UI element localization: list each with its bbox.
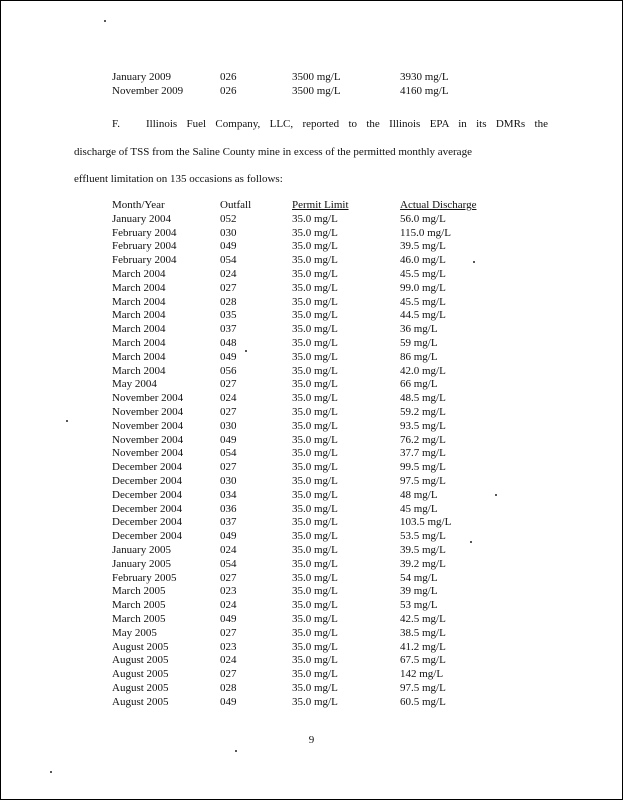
actual-cell: 97.5 mg/L [400, 681, 446, 694]
outfall-cell: 023 [220, 640, 237, 653]
limit-cell: 35.0 mg/L [292, 571, 338, 584]
limit-cell: 35.0 mg/L [292, 447, 338, 460]
actual-cell: 59.2 mg/L [400, 405, 446, 418]
scan-speck [245, 350, 247, 352]
month-cell: December 2004 [112, 488, 182, 501]
actual-cell: 48 mg/L [400, 488, 438, 501]
actual-cell: 3930 mg/L [400, 71, 449, 83]
outfall-cell: 049 [220, 350, 237, 363]
month-cell: November 2004 [112, 405, 184, 418]
paragraph-label: F. [112, 118, 120, 130]
limit-cell: 35.0 mg/L [292, 474, 338, 487]
outfall-cell: 030 [220, 474, 237, 487]
limit-cell: 35.0 mg/L [292, 226, 338, 239]
month-cell: March 2004 [112, 309, 166, 322]
actual-cell: 48.5 mg/L [400, 392, 446, 405]
actual-cell: 37.7 mg/L [400, 447, 446, 460]
month-cell: March 2004 [112, 295, 166, 308]
outfall-cell: 030 [220, 226, 237, 239]
limit-cell: 35.0 mg/L [292, 488, 338, 501]
outfall-cell: 054 [220, 254, 237, 267]
limit-cell: 35.0 mg/L [292, 433, 338, 446]
actual-cell: 39.2 mg/L [400, 557, 446, 570]
outfall-cell: 023 [220, 585, 237, 598]
outfall-cell: 035 [220, 309, 237, 322]
month-cell: February 2004 [112, 254, 177, 267]
actual-cell: 56.0 mg/L [400, 212, 446, 225]
limit-cell: 35.0 mg/L [292, 281, 338, 294]
actual-cell: 142 mg/L [400, 668, 444, 681]
limit-cell: 35.0 mg/L [292, 668, 338, 681]
limit-cell: 35.0 mg/L [292, 267, 338, 280]
outfall-cell: 036 [220, 502, 237, 515]
outfall-cell: 056 [220, 364, 237, 377]
outfall-cell: 026 [220, 71, 237, 83]
month-cell: March 2004 [112, 350, 166, 363]
actual-cell: 41.2 mg/L [400, 640, 446, 653]
actual-cell: 103.5 mg/L [400, 516, 452, 529]
outfall-cell: 027 [220, 405, 237, 418]
month-cell: November 2004 [112, 392, 184, 405]
actual-cell: 99.0 mg/L [400, 281, 446, 294]
actual-cell: 4160 mg/L [400, 84, 449, 97]
outfall-cell: 027 [220, 571, 237, 584]
outfall-cell: 049 [220, 695, 237, 708]
actual-cell: 46.0 mg/L [400, 254, 446, 267]
month-cell: November 2004 [112, 447, 184, 460]
limit-cell: 35.0 mg/L [292, 240, 338, 253]
limit-cell: 35.0 mg/L [292, 378, 338, 391]
month-cell: March 2005 [112, 612, 166, 625]
outfall-cell: 027 [220, 281, 237, 294]
month-cell: March 2004 [112, 323, 166, 336]
outfall-cell: 024 [220, 654, 237, 667]
limit-cell: 3500 mg/L [292, 84, 341, 97]
actual-cell: 54 mg/L [400, 571, 438, 584]
scan-speck [495, 494, 497, 496]
month-cell: February 2004 [112, 226, 177, 239]
page-number: 9 [308, 734, 315, 746]
limit-cell: 35.0 mg/L [292, 212, 338, 225]
limit-cell: 35.0 mg/L [292, 405, 338, 418]
month-cell: February 2004 [112, 240, 177, 253]
header-limit: Permit Limit [292, 199, 349, 211]
outfall-cell: 037 [220, 516, 237, 529]
limit-cell: 35.0 mg/L [292, 336, 338, 349]
limit-cell: 35.0 mg/L [292, 681, 338, 694]
month-cell: January 2005 [112, 557, 171, 570]
month-cell: August 2005 [112, 640, 169, 653]
limit-cell: 35.0 mg/L [292, 323, 338, 336]
actual-cell: 53 mg/L [400, 599, 438, 612]
actual-cell: 59 mg/L [400, 336, 438, 349]
outfall-cell: 027 [220, 668, 237, 681]
outfall-cell: 024 [220, 267, 237, 280]
month-cell: March 2005 [112, 599, 166, 612]
limit-cell: 35.0 mg/L [292, 654, 338, 667]
actual-cell: 115.0 mg/L [400, 226, 451, 239]
scan-speck [66, 420, 68, 422]
paragraph-line-3: effluent limitation on 135 occasions as follows: [74, 173, 283, 185]
month-cell: December 2004 [112, 461, 182, 474]
limit-cell: 35.0 mg/L [292, 350, 338, 363]
limit-cell: 35.0 mg/L [292, 392, 338, 405]
month-cell: January 2009 [112, 71, 171, 83]
limit-cell: 35.0 mg/L [292, 364, 338, 377]
month-cell: March 2004 [112, 364, 166, 377]
actual-cell: 99.5 mg/L [400, 461, 446, 474]
outfall-cell: 024 [220, 599, 237, 612]
month-cell: November 2009 [112, 84, 184, 97]
header-actual: Actual Discharge [400, 199, 477, 211]
actual-cell: 93.5 mg/L [400, 419, 446, 432]
outfall-cell: 049 [220, 530, 237, 543]
actual-cell: 53.5 mg/L [400, 530, 446, 543]
limit-cell: 35.0 mg/L [292, 585, 338, 598]
limit-cell: 35.0 mg/L [292, 254, 338, 267]
actual-cell: 67.5 mg/L [400, 654, 446, 667]
month-cell: August 2005 [112, 695, 169, 708]
limit-cell: 35.0 mg/L [292, 530, 338, 543]
limit-cell: 35.0 mg/L [292, 626, 338, 639]
header-outfall: Outfall [220, 199, 252, 211]
actual-cell: 39 mg/L [400, 585, 438, 598]
limit-cell: 35.0 mg/L [292, 543, 338, 556]
limit-cell: 35.0 mg/L [292, 309, 338, 322]
header-month: Month/Year [112, 199, 165, 211]
outfall-cell: 024 [220, 392, 237, 405]
limit-cell: 35.0 mg/L [292, 640, 338, 653]
month-cell: August 2005 [112, 681, 169, 694]
scan-speck [50, 771, 52, 773]
scan-speck [235, 750, 237, 752]
outfall-cell: 037 [220, 323, 237, 336]
actual-cell: 60.5 mg/L [400, 695, 446, 708]
month-cell: May 2004 [112, 378, 157, 391]
actual-cell: 42.0 mg/L [400, 364, 446, 377]
month-cell: November 2004 [112, 419, 184, 432]
outfall-cell: 027 [220, 461, 237, 474]
limit-cell: 35.0 mg/L [292, 599, 338, 612]
scan-speck [470, 541, 472, 543]
actual-cell: 44.5 mg/L [400, 309, 446, 322]
actual-cell: 97.5 mg/L [400, 474, 446, 487]
outfall-cell: 026 [220, 84, 237, 97]
actual-cell: 39.5 mg/L [400, 240, 446, 253]
outfall-cell: 028 [220, 295, 237, 308]
limit-cell: 35.0 mg/L [292, 295, 338, 308]
actual-cell: 38.5 mg/L [400, 626, 446, 639]
scan-speck [473, 261, 475, 263]
limit-cell: 35.0 mg/L [292, 502, 338, 515]
outfall-cell: 028 [220, 681, 237, 694]
outfall-cell: 030 [220, 419, 237, 432]
month-cell: December 2004 [112, 502, 182, 515]
outfall-cell: 027 [220, 626, 237, 639]
month-cell: August 2005 [112, 668, 169, 681]
month-cell: December 2004 [112, 516, 182, 529]
outfall-cell: 052 [220, 212, 237, 225]
outfall-cell: 024 [220, 543, 237, 556]
outfall-cell: 048 [220, 336, 237, 349]
actual-cell: 66 mg/L [400, 378, 438, 391]
month-cell: May 2005 [112, 626, 157, 639]
month-cell: January 2005 [112, 543, 171, 556]
outfall-cell: 054 [220, 447, 237, 460]
scan-speck [104, 20, 106, 22]
outfall-cell: 049 [220, 433, 237, 446]
month-cell: March 2004 [112, 336, 166, 349]
month-cell: March 2004 [112, 281, 166, 294]
month-cell: March 2004 [112, 267, 166, 280]
actual-cell: 36 mg/L [400, 323, 438, 336]
paragraph-text: Illinois Fuel Company, LLC, reported to the Illinois EPA in its DMRs the [146, 118, 548, 130]
limit-cell: 3500 mg/L [292, 71, 341, 83]
outfall-cell: 027 [220, 378, 237, 391]
actual-cell: 45 mg/L [400, 502, 438, 515]
actual-cell: 76.2 mg/L [400, 433, 446, 446]
month-cell: March 2005 [112, 585, 166, 598]
limit-cell: 35.0 mg/L [292, 461, 338, 474]
month-cell: August 2005 [112, 654, 169, 667]
month-cell: December 2004 [112, 530, 182, 543]
outfall-cell: 049 [220, 240, 237, 253]
outfall-cell: 049 [220, 612, 237, 625]
month-cell: December 2004 [112, 474, 182, 487]
limit-cell: 35.0 mg/L [292, 516, 338, 529]
limit-cell: 35.0 mg/L [292, 612, 338, 625]
actual-cell: 45.5 mg/L [400, 295, 446, 308]
outfall-cell: 034 [220, 488, 237, 501]
month-cell: November 2004 [112, 433, 184, 446]
actual-cell: 45.5 mg/L [400, 267, 446, 280]
limit-cell: 35.0 mg/L [292, 419, 338, 432]
actual-cell: 42.5 mg/L [400, 612, 446, 625]
limit-cell: 35.0 mg/L [292, 557, 338, 570]
month-cell: January 2004 [112, 212, 171, 225]
paragraph-line-2: discharge of TSS from the Saline County mine in excess of the permitted monthly average [74, 146, 472, 158]
month-cell: February 2005 [112, 571, 177, 584]
limit-cell: 35.0 mg/L [292, 695, 338, 708]
actual-cell: 39.5 mg/L [400, 543, 446, 556]
outfall-cell: 054 [220, 557, 237, 570]
actual-cell: 86 mg/L [400, 350, 438, 363]
